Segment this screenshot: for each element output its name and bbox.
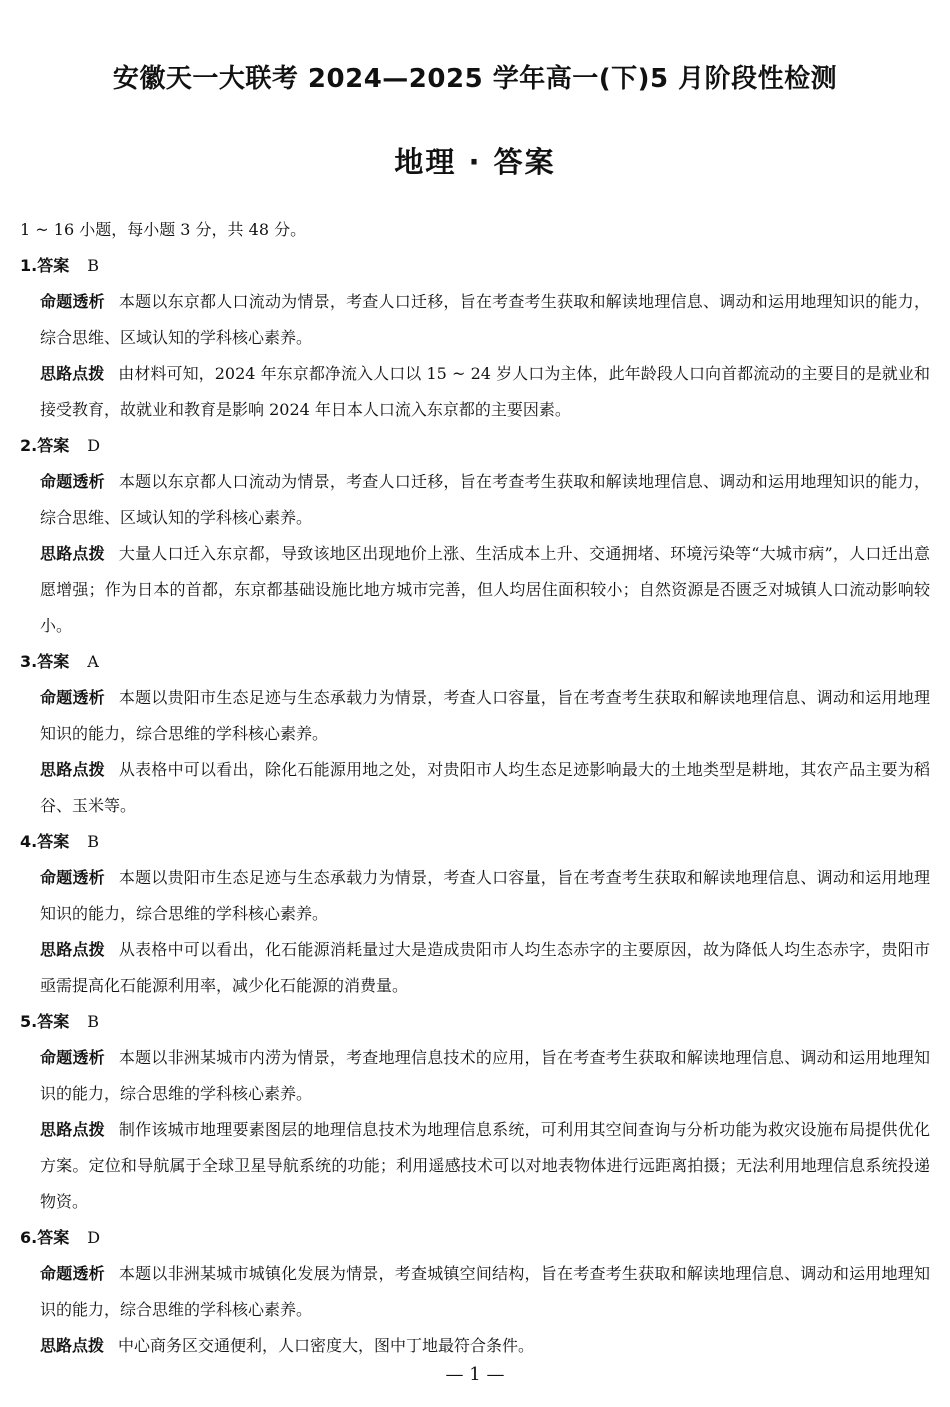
question-number: 4. [20,832,38,851]
answer-word: 答案 [37,652,70,671]
question-header [20,248,930,284]
paragraph-text: 从表格中可以看出，除化石能源用地之处，对贵阳市人均生态足迹影响最大的土地类型是耕地，其农产品主要为稻谷、玉米等。 [40,760,930,815]
paragraph-label: 命题透析 [40,1264,105,1283]
question-header [20,644,930,680]
question-block [20,824,930,1004]
analysis-paragraph [40,1040,930,1112]
paragraph-text: 本题以非洲某城市内涝为情景，考查地理信息技术的应用，旨在考查考生获取和解读地理信息、调动和运用地理知识的能力，综合思维的学科核心素养。 [40,1048,930,1103]
paragraph-text: 本题以非洲某城市城镇化发展为情景，考查城镇空间结构，旨在考查考生获取和解读地理信息、调动和运用地理知识的能力，综合思维的学科核心素养。 [40,1264,930,1319]
paragraph-text: 本题以贵阳市生态足迹与生态承载力为情景，考查人口容量，旨在考查考生获取和解读地理信息、调动和运用地理知识的能力，综合思维的学科核心素养。 [40,688,930,743]
analysis-paragraph [40,680,930,752]
question-header [20,824,930,860]
paragraph-text: 从表格中可以看出，化石能源消耗量过大是造成贵阳市人均生态赤字的主要原因，故为降低人均生态赤字，贵阳市亟需提高化石能源利用率，减少化石能源的消费量。 [40,940,930,995]
question-number: 2. [20,436,38,455]
document-subtitle: 地理 · 答案 [394,145,556,179]
question-header [20,1004,930,1040]
answer-word: 答案 [37,436,70,455]
answer-word: 答案 [37,1012,70,1031]
page-number: — 1 — [445,1364,505,1385]
paragraph-label: 思路点拨 [40,364,105,383]
answer-letter: B [87,256,99,275]
question-header [20,1220,930,1256]
question-number: 3. [20,652,38,671]
question-header [20,428,930,464]
hint-paragraph [40,536,930,644]
paragraph-text: 中心商务区交通便利，人口密度大，图中丁地最符合条件。 [118,1336,535,1355]
paragraph-text: 本题以贵阳市生态足迹与生态承载力为情景，考查人口容量，旨在考查考生获取和解读地理信息、调动和运用地理知识的能力，综合思维的学科核心素养。 [40,868,930,923]
hint-paragraph [40,356,930,428]
hint-paragraph [40,1112,930,1220]
answer-letter: D [87,436,101,455]
paragraph-text: 本题以东京都人口流动为情景，考查人口迁移，旨在考查考生获取和解读地理信息、调动和运用地理知识的能力，综合思维、区域认知的学科核心素养。 [40,292,930,347]
answer-word: 答案 [37,256,70,275]
paragraph-label: 命题透析 [40,688,105,707]
question-block [20,428,930,644]
hint-paragraph [40,752,930,824]
answer-content [20,212,930,1364]
question-number: 5. [20,1012,38,1031]
paragraph-text: 制作该城市地理要素图层的地理信息技术为地理信息系统，可利用其空间查询与分析功能为救灾设施布局提供优化方案。定位和导航属于全球卫星导航系统的功能；利用遥感技术可以对地表物体进行远距离拍摄；无法利用地理信息系统投递物资。 [40,1120,930,1211]
section-intro: 1 ~ 16 小题，每小题 3 分，共 48 分。 [20,220,307,239]
paragraph-label: 命题透析 [40,868,105,887]
question-number: 1. [20,256,38,275]
answer-letter: A [87,652,99,671]
paragraph-label: 命题透析 [40,472,105,491]
question-number: 6. [20,1228,38,1247]
analysis-paragraph [40,1256,930,1328]
answer-word: 答案 [37,832,70,851]
analysis-paragraph [40,284,930,356]
paragraph-label: 思路点拨 [40,1336,105,1355]
answer-letter: B [87,1012,99,1031]
paragraph-label: 思路点拨 [40,760,105,779]
paragraph-label: 思路点拨 [40,940,105,959]
question-block [20,1004,930,1220]
analysis-paragraph [40,860,930,932]
hint-paragraph [40,1328,930,1364]
paragraph-label: 思路点拨 [40,544,105,563]
paragraph-text: 本题以东京都人口流动为情景，考查人口迁移，旨在考查考生获取和解读地理信息、调动和运用地理知识的能力，综合思维、区域认知的学科核心素养。 [40,472,930,527]
question-block [20,1220,930,1364]
paragraph-text: 大量人口迁入东京都，导致该地区出现地价上涨、生活成本上升、交通拥堵、环境污染等“大城市病”，人口迁出意愿增强；作为日本的首都，东京都基础设施比地方城市完善，但人均居住面积较小；自然资源是否匮乏对城镇人口流动影响较小。 [40,544,930,635]
answer-letter: D [87,1228,101,1247]
paragraph-label: 命题透析 [40,1048,105,1067]
paragraph-label: 思路点拨 [40,1120,105,1139]
answer-letter: B [87,832,99,851]
question-block [20,644,930,824]
document-title: 安徽天一大联考 2024—2025 学年高一(下)5 月阶段性检测 [112,64,838,94]
question-block [20,248,930,428]
hint-paragraph [40,932,930,1004]
paragraph-text: 由材料可知，2024 年东京都净流入人口以 15 ~ 24 岁人口为主体，此年龄段人口向首都流动的主要目的是就业和接受教育，故就业和教育是影响 2024 年日本人口流入东京都的主要因素。 [40,364,930,419]
paragraph-label: 命题透析 [40,292,105,311]
answer-word: 答案 [37,1228,70,1247]
analysis-paragraph [40,464,930,536]
